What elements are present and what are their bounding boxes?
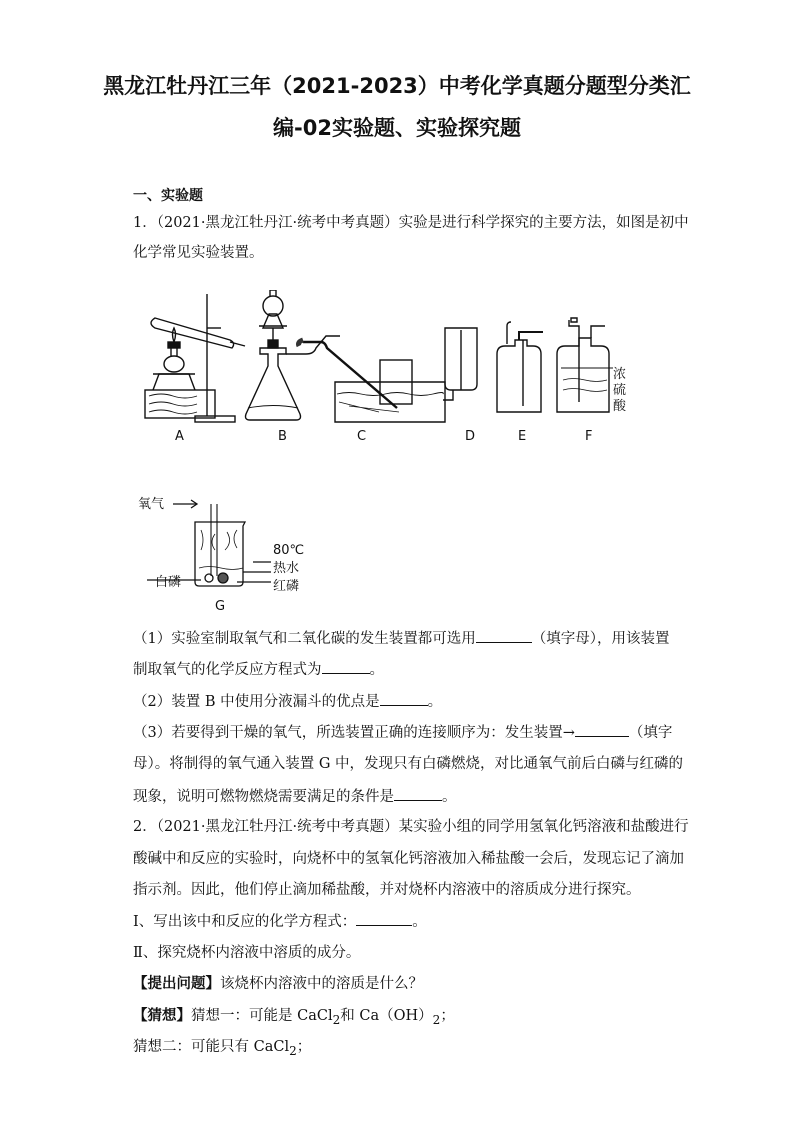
q1-part1-text-c: 制取氧气的化学反应方程式为 bbox=[133, 662, 322, 678]
label-a: A bbox=[175, 429, 184, 444]
q1-part3-text-b: （填字 bbox=[628, 725, 673, 741]
q2-guess-2-text-a: 猜想二：可能只有 CaCl bbox=[133, 1039, 290, 1055]
g-white-phosphorus-label: 白磷 bbox=[155, 575, 182, 590]
section-heading: 一、实验题 bbox=[133, 188, 203, 204]
f-label-char-3: 酸 bbox=[613, 399, 627, 414]
q2-guess-2-text-b: ； bbox=[296, 1039, 312, 1055]
q1-part2-line bbox=[133, 691, 442, 712]
g-hot-water-label: 热水 bbox=[273, 561, 300, 576]
q1-part3-line-2: 母）。将制得的氧气通入装置 G 中，发现只有白磷燃烧，对比通氧气前后白磷与红磷的 bbox=[133, 756, 684, 772]
title-line-1: 黑龙江牡丹江三年（2021-2023）中考化学真题分题型分类汇 bbox=[103, 74, 691, 98]
q1-part3-text-d: 现象，说明可燃物燃烧需要满足的条件是 bbox=[133, 789, 394, 805]
q2-guess-1-line bbox=[133, 1006, 455, 1030]
q2-guess-tag: 【猜想】 bbox=[133, 1008, 191, 1024]
apparatus-e bbox=[497, 322, 543, 412]
answer-blank[interactable] bbox=[394, 786, 442, 801]
q1-part3-line-1 bbox=[133, 722, 672, 743]
q1-part1-text-a: （1）实验室制取氧气和二氧化碳的发生装置都可选用 bbox=[133, 631, 476, 647]
q1-part1-line-2 bbox=[133, 659, 384, 680]
apparatus-figure-g bbox=[135, 490, 335, 620]
apparatus-d bbox=[443, 328, 477, 400]
q2-question-text: 该烧杯内溶液中的溶质是什么？ bbox=[220, 976, 423, 992]
q1-stem-line-2: 化学常见实验装置。 bbox=[133, 245, 264, 261]
q2-question-tag: 【提出问题】 bbox=[133, 976, 220, 992]
q2-part-i-text: Ⅰ、写出该中和反应的化学方程式： bbox=[133, 914, 357, 930]
answer-blank[interactable] bbox=[356, 911, 412, 926]
q1-stem-line-1: 1．（2021·黑龙江牡丹江·统考中考真题）实验是进行科学探究的主要方法，如图是初中 bbox=[133, 215, 689, 231]
answer-blank[interactable] bbox=[322, 659, 370, 674]
q2-part-ii: Ⅱ、探究烧杯内溶液中溶质的成分。 bbox=[133, 945, 361, 961]
g-red-phosphorus-label: 红磷 bbox=[273, 579, 300, 594]
answer-blank[interactable] bbox=[380, 691, 428, 706]
q2-question-line bbox=[133, 974, 423, 994]
q2-part-i bbox=[133, 911, 427, 932]
q2-stem-line-1: 2．（2021·黑龙江牡丹江·统考中考真题）某实验小组的同学用氢氧化钙溶液和盐酸进行 bbox=[133, 819, 689, 835]
label-d: D bbox=[465, 429, 476, 444]
apparatus-a bbox=[145, 294, 245, 422]
q1-part1-line-1 bbox=[133, 628, 669, 649]
apparatus-figure-a-to-f bbox=[135, 290, 655, 460]
q2-part-i-end: 。 bbox=[412, 914, 427, 930]
label-f: F bbox=[585, 429, 593, 444]
answer-blank[interactable] bbox=[575, 722, 629, 737]
label-b: B bbox=[278, 429, 287, 444]
label-c: C bbox=[357, 429, 367, 444]
q1-part1-text-d: 。 bbox=[369, 662, 384, 678]
label-g: G bbox=[215, 599, 226, 614]
q2-guess-1-text-c: ； bbox=[440, 1008, 455, 1024]
q1-part3-text-e: 。 bbox=[442, 789, 457, 805]
q1-part2-text-a: （2）装置 B 中使用分液漏斗的优点是 bbox=[133, 694, 380, 710]
subscript: 2 bbox=[432, 1012, 441, 1027]
q2-stem-line-3: 指示剂。因此，他们停止滴加稀盐酸，并对烧杯内溶液中的溶质成分进行探究。 bbox=[133, 882, 641, 898]
q1-part3-line-3 bbox=[133, 786, 457, 807]
q1-part3-text-a: （3）若要得到干燥的氧气，所选装置正确的连接顺序为：发生装置→ bbox=[133, 725, 575, 741]
apparatus-b bbox=[246, 290, 341, 420]
f-label-char-2: 硫 bbox=[613, 383, 627, 398]
subscript: 2 bbox=[332, 1012, 341, 1027]
g-temp-label: 80℃ bbox=[273, 543, 305, 558]
title-line-2: 编-02实验题、实验探究题 bbox=[273, 116, 521, 140]
apparatus-c bbox=[299, 340, 446, 422]
answer-blank[interactable] bbox=[476, 628, 532, 643]
q2-guess-1-text-b: 和 Ca（OH） bbox=[340, 1008, 433, 1024]
q2-stem-line-2: 酸碱中和反应的实验时，向烧杯中的氢氧化钙溶液加入稀盐酸一会后，发现忘记了滴加 bbox=[133, 851, 684, 867]
subscript: 2 bbox=[289, 1043, 297, 1058]
q1-part2-text-b: 。 bbox=[427, 694, 443, 710]
f-label-char-1: 浓 bbox=[613, 367, 627, 382]
q2-guess-1-text-a: 猜想一：可能是 CaCl bbox=[191, 1008, 333, 1024]
apparatus-f bbox=[557, 318, 613, 412]
q1-part1-text-b: （填字母），用该装置 bbox=[531, 631, 670, 647]
q2-guess-2-line bbox=[133, 1037, 311, 1061]
g-oxygen-label: 氧气 bbox=[138, 497, 165, 512]
label-e: E bbox=[518, 429, 527, 444]
